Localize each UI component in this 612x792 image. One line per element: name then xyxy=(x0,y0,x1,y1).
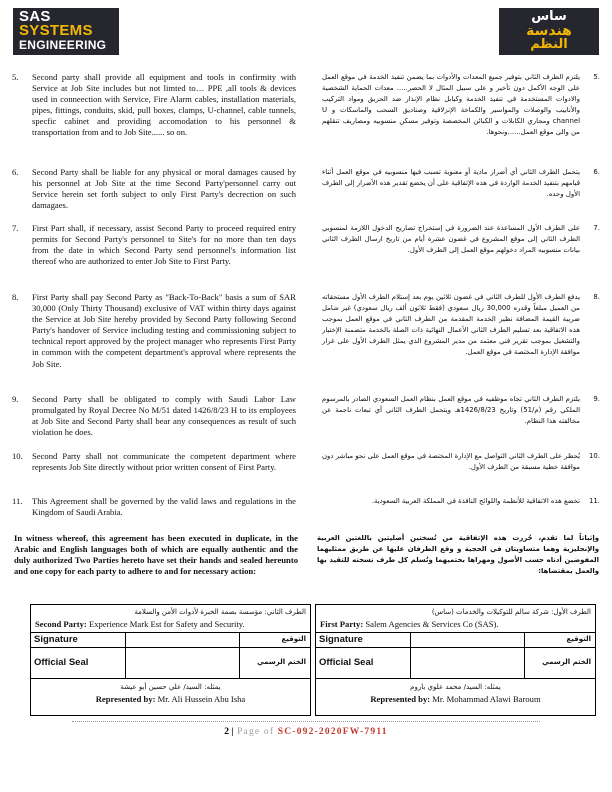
clause-text: على الطرف الأول المساعدة عند الضرورة في إستخراج تصاريح الدخول اللازمة لمنسوبي الطرف الثاني إلى موقع المشروع في غضون عشرة أيام من تاريخ ارسال الطرف الثاني بيانات منسوبيه المراد دخولهم موقع العمل إلى الطرف الأول. xyxy=(322,224,580,255)
clause-en-11 xyxy=(12,496,296,518)
party-label: Second Party: xyxy=(35,619,87,629)
representative xyxy=(31,679,310,705)
representative-name: Mr. Ali Hussein Abu Isha xyxy=(157,694,246,704)
logo-ar-line-2: هندسة xyxy=(526,23,572,39)
sas-logo-english xyxy=(13,8,119,55)
clause-en-10 xyxy=(12,451,296,473)
clause-ar-5 xyxy=(322,72,600,139)
clause-ar-9 xyxy=(322,394,600,427)
official-seal-row xyxy=(31,648,310,679)
clause-ar-6 xyxy=(322,167,600,200)
signature-row xyxy=(31,633,310,648)
page-footer xyxy=(0,727,612,737)
clause-text: First Party shall pay Second Party as "Back-To-Back" basis a sum of SAR 30,000 (Only Thirty Thousand) exclusive of VAT within thirty days against the Service at Job Site hereby provided by Second Party following Second Party's handover of Service including testing and commissioning subject to technical report approved by the project manager who represents First Party in common with the competent department's approval where represents the Job Site. xyxy=(32,292,296,369)
clause-text: This Agreement shall be governed by the valid laws and regulations in the Kingdom of Saudi Arabia. xyxy=(32,496,296,518)
logo-line-1: SAS xyxy=(19,8,51,25)
page-number: 2 | xyxy=(224,727,234,737)
witness-paragraph-ar: وإثباتاً لما تقدم، حُررت هذه الإتفاقية من نُسختين أصليتين باللغتين العربية والإنجليزية وهما متساويتان في الحجية و وقع الطرفان عليها عن طريق ممثليهما المفوضين أدناه حسب الأصول ومهراها بختميهما وتُسلم كل طرف نسخته للتقيد بها والعمل بمقتضاها: xyxy=(317,534,599,576)
official-seal-field[interactable] xyxy=(410,648,525,678)
clause-text: Second Party shall not communicate the competent department where represents Job Site directly without prior written consent of First Party. xyxy=(32,451,296,473)
party-name: Salem Agencies & Services Co (SAS). xyxy=(365,619,499,629)
sas-logo-arabic xyxy=(499,8,599,55)
party-header xyxy=(31,605,310,633)
clause-text: Second Party shall be obligated to comply with Saudi Labor Law promulgated by Royal Decree No M/51 dated 1426/8/23 H to its employees at Job Site and Second Party shall bear any consequences as result of such violation he does. xyxy=(32,394,296,438)
clause-number: .10 xyxy=(589,452,600,460)
clause-number: 5. xyxy=(12,72,19,82)
clause-number: .7 xyxy=(593,224,600,232)
official-seal-label: Official Seal xyxy=(319,657,374,668)
signature-field[interactable] xyxy=(410,633,525,647)
clause-text: Second Party shall be liable for any physical or moral damages caused by his personnel at Job Site at the time Second Party'personnel carry out Service herein set forth subject to only First Party's decrection on such damagaes. xyxy=(32,167,296,211)
document-number: SC-092-2020FW-7911 xyxy=(277,727,388,737)
clause-number: .11 xyxy=(589,497,600,505)
representative-label: Represented by: xyxy=(95,694,156,704)
party-header-en xyxy=(320,618,591,630)
witness-paragraph-en: In witness whereof, this agreement has been executed in duplicate, in the Arabic and English languages both of which are equally authentic and the duly authorized Two Parties hereto have set their hands and sealed hereunto and one copy for each party to adhere to and for necessary action: xyxy=(14,533,298,577)
signature-row xyxy=(316,633,595,648)
party-name: Experience Mark Est for Safety and Security. xyxy=(88,619,245,629)
official-seal-row xyxy=(316,648,595,679)
clause-text: تخضع هذه الاتفاقية للأنظمة واللوائح النافذة في المملكة العربية السعودية. xyxy=(371,497,580,505)
page-label: Page of xyxy=(237,727,275,737)
clause-en-7 xyxy=(12,223,296,267)
clause-en-9 xyxy=(12,394,296,438)
official-seal-label: Official Seal xyxy=(34,657,89,668)
logo-ar-line-1: ساس xyxy=(531,9,567,24)
clause-en-8 xyxy=(12,292,296,370)
signature-label-ar: التوقيع xyxy=(281,635,306,643)
representative-label: Represented by: xyxy=(370,694,431,704)
representative-ar: يمثله: السيد/ علي حسين أبو عيشة xyxy=(120,683,221,691)
signature-label: Signature xyxy=(319,634,363,645)
clause-text: First Part shall, if necessary, assist Second Party to proceed required entry permits for Second Party's personnel to Site's for no more than ten days from the date in which Second Party send personnel's information list thereof who are authorized to enter Job Site to First Party. xyxy=(32,223,296,267)
official-seal-field[interactable] xyxy=(125,648,240,678)
clause-ar-8 xyxy=(322,292,600,359)
signature-field[interactable] xyxy=(125,633,240,647)
party-header xyxy=(316,605,595,633)
clause-text: يلتزم الطرف الثاني تجاه موظفيه في موقع العمل بنظام العمل السعودي الصادر بالمرسوم الملكي رقم (م/51) وتاريخ 1426/8/23هـ ويتحمل الطرف الثاني أي تبعات ناجمة عن مخالفته هذا النظام. xyxy=(322,395,580,426)
clause-text: يلتزم الطرف الثاني بتوفير جميع المعدات والأدوات بما يضمن تنفيذ الخدمة في موقع العمل على الوجه الأكمل دون تأخير و على سبيل المثال لا الحصر..... معدات الحماية الشخصية والادوات المستخدمة في تنفيذ الخدمة وكيابل نظام الإنذار ضد الحريق ومواد التركيب والأنابيب والوصلات والمواسير والكماخة الإنزلاقية وصناديق السحب والماسكات و U channel ومجاري الكابلات و الكبائن المخصصة وتوفير مسكن منسوبيه ومصاريف تنقلهم من والى موقع العمل......ونحوها. xyxy=(322,73,580,137)
clause-text: يدفع الطرف الأول للطرف الثاني في غضون ثلاثين يوم بعد إستلام الطرف الأول مستحقاته من العميل مبلغاً وقدره 30,000 ريال سعودي (فقط ثلاثون ألف ريال سعودي) غير شامل ضريبة القيمة المضافة نظير الخدمة المقدمة من الطرف الثاني في موقع العمل بموجب هذه الاتفاقية بعد تسليم الطرف الثاني الأعمال النهائية ذات الصلة بالخدمة متضمنة الإختبار والتشغيل بموجب تقرير فني معتمد من مدير المشروع الذي يمثل الطرف الأول على غرار موافقة الإدارة المختصة في موقع العمل. xyxy=(322,293,580,357)
clause-en-6 xyxy=(12,167,296,211)
clause-number: .8 xyxy=(593,293,600,301)
clause-number: .9 xyxy=(593,395,600,403)
signature-label-ar: التوقيع xyxy=(566,635,591,643)
clause-number: 7. xyxy=(12,223,19,233)
clause-number: 9. xyxy=(12,394,19,404)
clause-number: .6 xyxy=(593,168,600,176)
representative-en xyxy=(31,693,310,705)
official-seal-label-ar: الختم الرسمي xyxy=(542,658,591,666)
party-label: First Party: xyxy=(320,619,364,629)
logo-line-2: SYSTEMS xyxy=(19,22,93,39)
clause-number: 11. xyxy=(12,496,23,506)
logo-line-3: ENGINEERING xyxy=(19,38,107,52)
clause-text: Second party shall provide all equipment and tools in confirmity with Service at Job Site includes but not limted to… PPE ,all tools & devices used in conneection with Service, Fire Alarm cables, installation materials, pipes, fittings, conduits, skid, pull boxes, clamps, U-channel, cable tunnels, specfic cabinet and providing accomodation to his personnel & transportation from and to Job Site...... so on. xyxy=(32,72,296,138)
signature-label: Signature xyxy=(34,634,78,645)
representative-name: Mr. Mohammad Alawi Baroum xyxy=(432,694,541,704)
second-party-signature-block xyxy=(30,604,311,716)
clause-number: 6. xyxy=(12,167,19,177)
clause-text: يُحظر على الطرف الثاني التواصل مع الإدارة المختصة في موقع العمل على نحو مباشر دون موافقة خطية مسبقة من الطرف الأول. xyxy=(322,452,580,472)
logo-ar-line-3: النظم xyxy=(530,37,568,52)
party-header-ar: الطرف الثاني: مؤسسة بصمة الخبرة لأدوات الأمن والسلامة xyxy=(134,608,306,616)
clause-en-5 xyxy=(12,72,296,139)
official-seal-label-ar: الختم الرسمي xyxy=(257,658,306,666)
representative xyxy=(316,679,595,705)
clause-number: .5 xyxy=(593,73,600,81)
clause-text: يتحمل الطرف الثاني أي أضرار مادية أو معنوية تسبب فيها منسوبيه في موقع العمل أثناء قيامهم بتنفيذ الخدمة الواردة في هذه الإتفاقية على أن يخضع تقدير هذه الأضرار إلى الطرف الأول وحده. xyxy=(322,168,580,199)
representative-en xyxy=(316,693,595,705)
clause-ar-10 xyxy=(322,451,600,473)
party-header-ar: الطرف الأول: شركة سالم للتوكيلات والخدمات (ساس) xyxy=(431,608,591,616)
party-header-en xyxy=(35,618,306,630)
footer-divider xyxy=(72,721,540,722)
clause-ar-7 xyxy=(322,223,600,256)
clause-ar-11 xyxy=(322,496,600,507)
clause-number: 10. xyxy=(12,451,23,461)
clause-number: 8. xyxy=(12,292,19,302)
representative-ar: يمثله: السيد/ محمد علوي باروم xyxy=(410,683,501,691)
first-party-signature-block xyxy=(315,604,596,716)
